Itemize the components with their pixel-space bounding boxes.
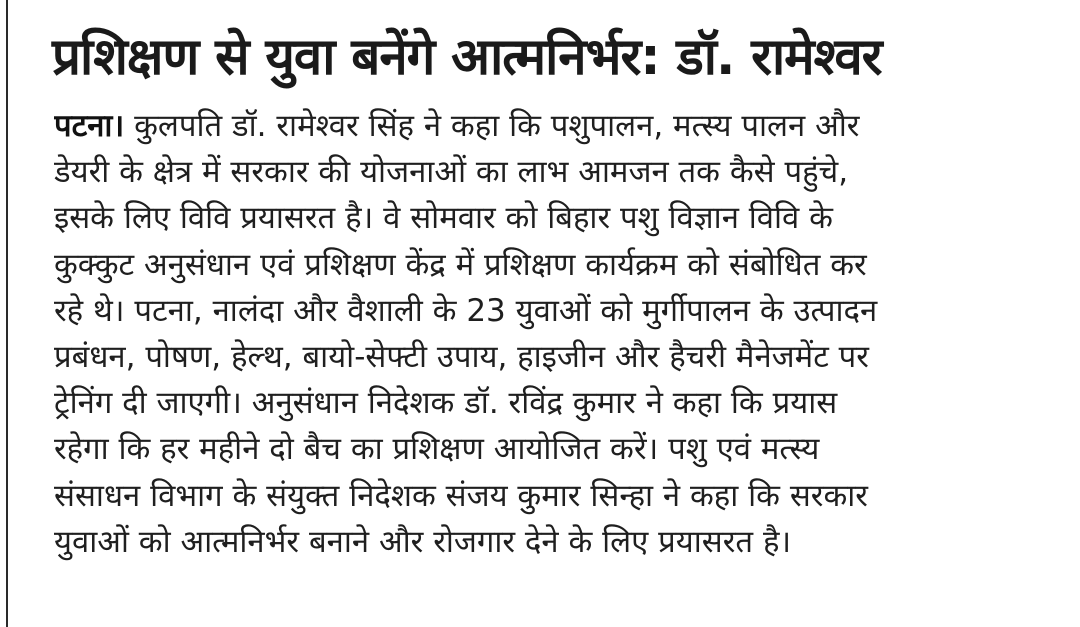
article-line: डेयरी के क्षेत्र में सरकार की योजनाओं का लाभ आमजन तक कैसे पहुंचे, — [54, 154, 849, 191]
article-line: संसाधन विभाग के संयुक्त निदेशक संजय कुमार सिन्हा ने कहा कि सरकार — [54, 477, 868, 514]
article-line-text: कुलपति डॉ. रामेश्वर सिंह ने कहा कि पशुपालन, मत्स्य पालन और — [124, 108, 860, 144]
article-body — [54, 103, 1064, 565]
article-line — [54, 103, 1064, 149]
article-line: कुक्कुट अनुसंधान एवं प्रशिक्षण केंद्र में प्रशिक्षण कार्यक्रम को संबोधित कर — [54, 246, 867, 283]
article-line: रहेगा कि हर महीने दो बैच का प्रशिक्षण आयोजित करें। पशु एवं मत्स्य — [54, 431, 820, 468]
article-line: प्रबंधन, पोषण, हेल्थ, बायो-सेफ्टी उपाय, हाइजीन और हैचरी मैनेजमेंट पर — [54, 339, 869, 376]
article-line: रहे थे। पटना, नालंदा और वैशाली के 23 युवाओं को मुर्गीपालन के उत्पादन — [54, 292, 878, 329]
article-line: युवाओं को आत्मनिर्भर बनाने और रोजगार देने के लिए प्रयासरत है। — [54, 523, 792, 560]
dateline: पटना। — [54, 108, 125, 144]
column-divider — [6, 0, 8, 627]
article-line: ट्रेनिंग दी जाएगी। अनुसंधान निदेशक डॉ. रविंद्र कुमार ने कहा कि प्रयास — [54, 385, 838, 422]
headline: प्रशिक्षण से युवा बनेंगे आत्मनिर्भर: डॉ. रामेश्वर — [52, 28, 882, 87]
article-line: इसके लिए विवि प्रयासरत है। वे सोमवार को बिहार पशु विज्ञान विवि के — [54, 200, 833, 237]
